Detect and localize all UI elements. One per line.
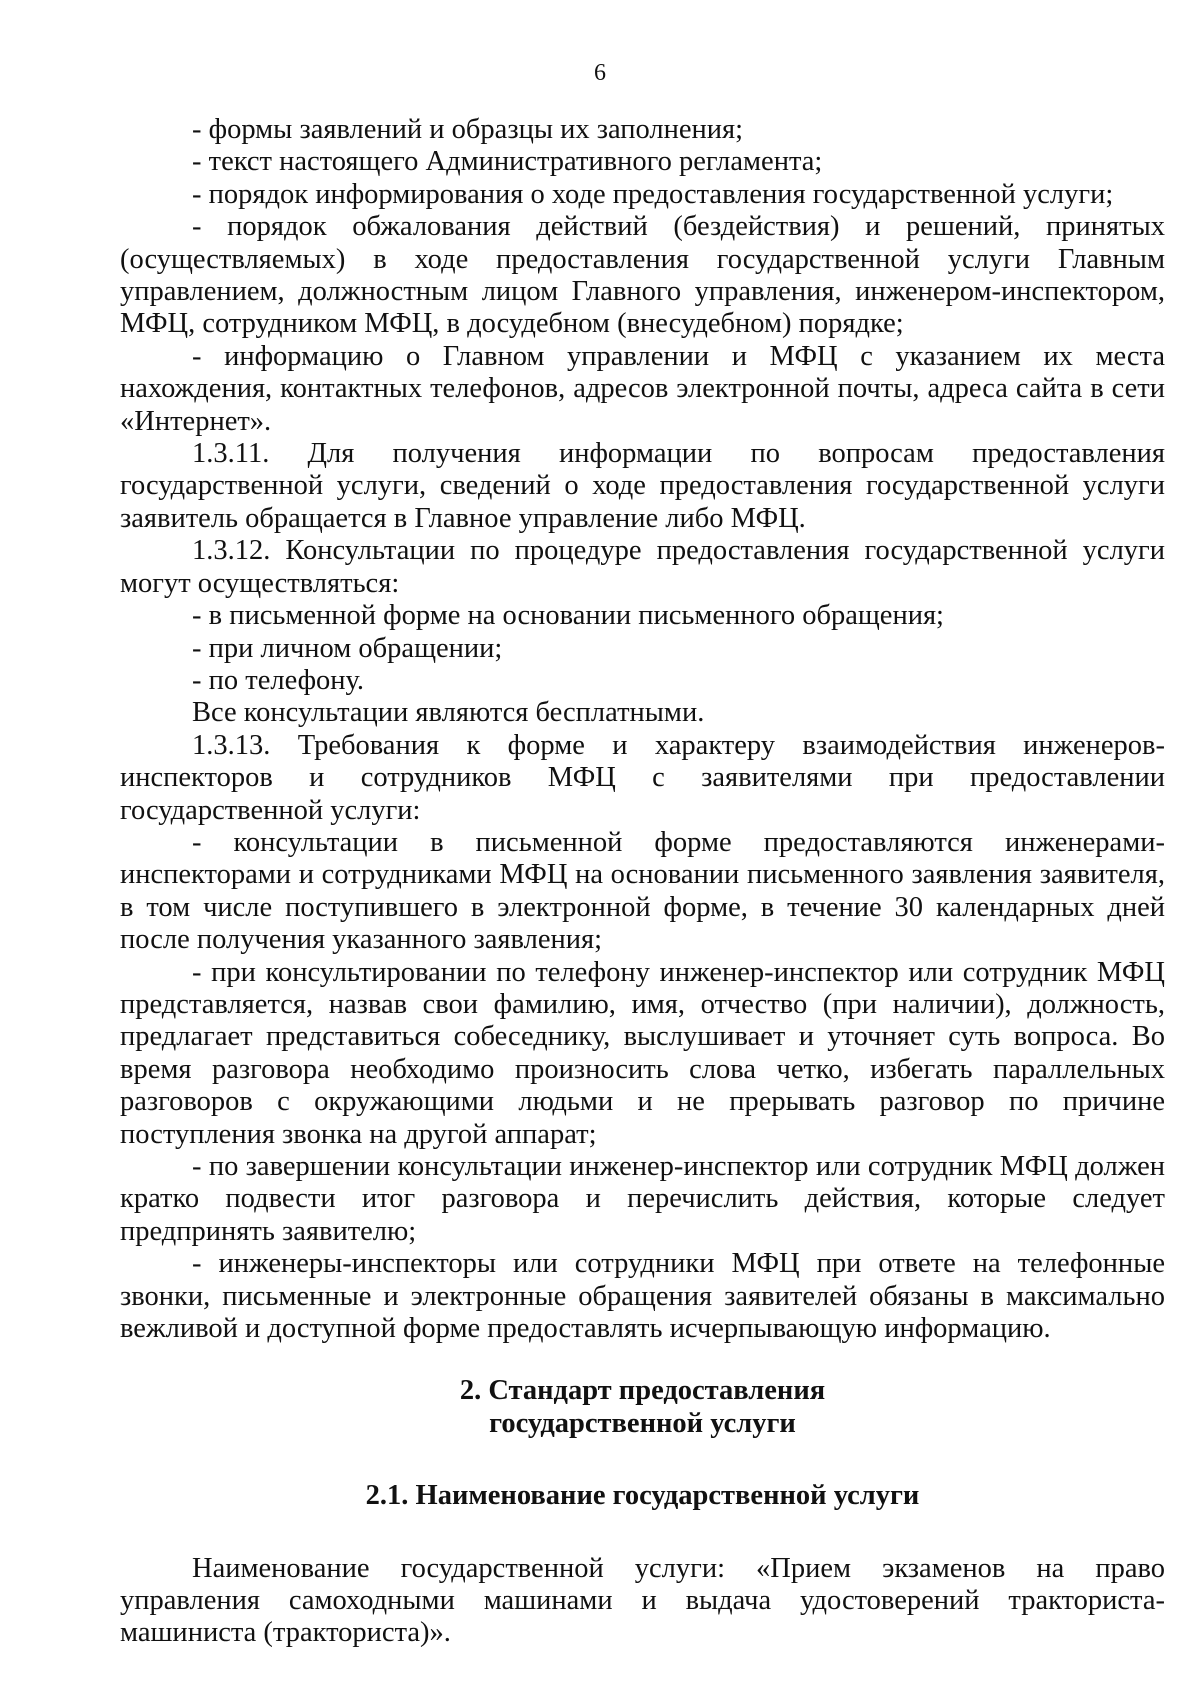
paragraph-appeal-order: - порядок обжалования действий (бездействия) и решений, принятых (осуществляемых) в ходе предоставления государственной услуги Главным управлением, должностным лицом Главного управления, инженером-инспектором, МФЦ, сотрудником МФЦ, в досудебном (внесудебном) порядке; bbox=[120, 211, 1165, 340]
paragraph-phone-consultations: - при консультировании по телефону инженер-инспектор или сотрудник МФЦ представляется, назвав свои фамилию, имя, отчество (при наличии), должность, предлагает представиться собеседнику, выслушивает и уточняет суть вопроса. Во время разговора необходимо произносить слова четко, избегать параллельных разговоров с окружающими людьми и не прерывать разговор по причине поступления звонка на другой аппарат; bbox=[120, 956, 1165, 1150]
paragraph-written-form: - в письменной форме на основании письменного обращения; bbox=[192, 600, 944, 632]
section-2-heading-line2: государственной услуги bbox=[489, 1407, 796, 1439]
clause-1-3-13: 1.3.13. Требования к форме и характеру взаимодействия инженеров-инспекторов и сотрудников МФЦ с заявителями при предоставлении государственной услуги: bbox=[120, 729, 1165, 826]
paragraph-by-phone: - по телефону. bbox=[192, 664, 365, 696]
paragraph-consultation-end: - по завершении консультации инженер-инспектор или сотрудник МФЦ должен кратко подвести итог разговора и перечислить действия, которые следует предпринять заявителю; bbox=[120, 1151, 1165, 1247]
paragraph-information-order: - порядок информирования о ходе предоставления государственной услуги; bbox=[192, 178, 1114, 210]
paragraph-polite-form: - инженеры-инспекторы или сотрудники МФЦ при ответе на телефонные звонки, письменные и электронные обращения заявителей обязаны в максимально вежливой и доступной форме предоставлять исчерпывающую информацию. bbox=[120, 1248, 1165, 1345]
section-2-1-heading: 2.1. Наименование государственной услуги bbox=[365, 1480, 920, 1512]
paragraph-personal-visit: - при личном обращении; bbox=[192, 632, 503, 664]
service-name-paragraph: Наименование государственной услуги: «Прием экзаменов на право управления самоходными машинами и выдача удостоверений тракториста-машиниста (тракториста)». bbox=[120, 1552, 1165, 1649]
document-body bbox=[120, 114, 1165, 1650]
paragraph-forms: - формы заявлений и образцы их заполнения; bbox=[192, 114, 744, 145]
page-number: 6 bbox=[594, 60, 606, 86]
paragraph-free-consultations: Все консультации являются бесплатными. bbox=[192, 697, 705, 729]
section-2-heading-line1: 2. Стандарт предоставления bbox=[459, 1375, 826, 1407]
paragraph-written-consultations: - консультации в письменной форме предоставляются инженерами-инспекторами и сотрудниками МФЦ на основании письменного заявления заявителя, в том числе поступившего в электронной форме, в течение 30 календарных дней после получения указанного заявления; bbox=[120, 826, 1165, 956]
paragraph-regulation-text: - текст настоящего Административного регламента; bbox=[192, 146, 823, 178]
paragraph-contacts-info: - информацию о Главном управлении и МФЦ с указанием их места нахождения, контактных телефонов, адресов электронной почты, адреса сайта в сети «Интернет». bbox=[120, 340, 1165, 437]
clause-1-3-11: 1.3.11. Для получения информации по вопросам предоставления государственной услуги, сведений о ходе предоставления государственной услуги заявитель обращается в Главное управление либо МФЦ. bbox=[120, 438, 1165, 534]
clause-1-3-12: 1.3.12. Консультации по процедуре предоставления государственной услуги могут осуществляться: bbox=[120, 535, 1165, 599]
